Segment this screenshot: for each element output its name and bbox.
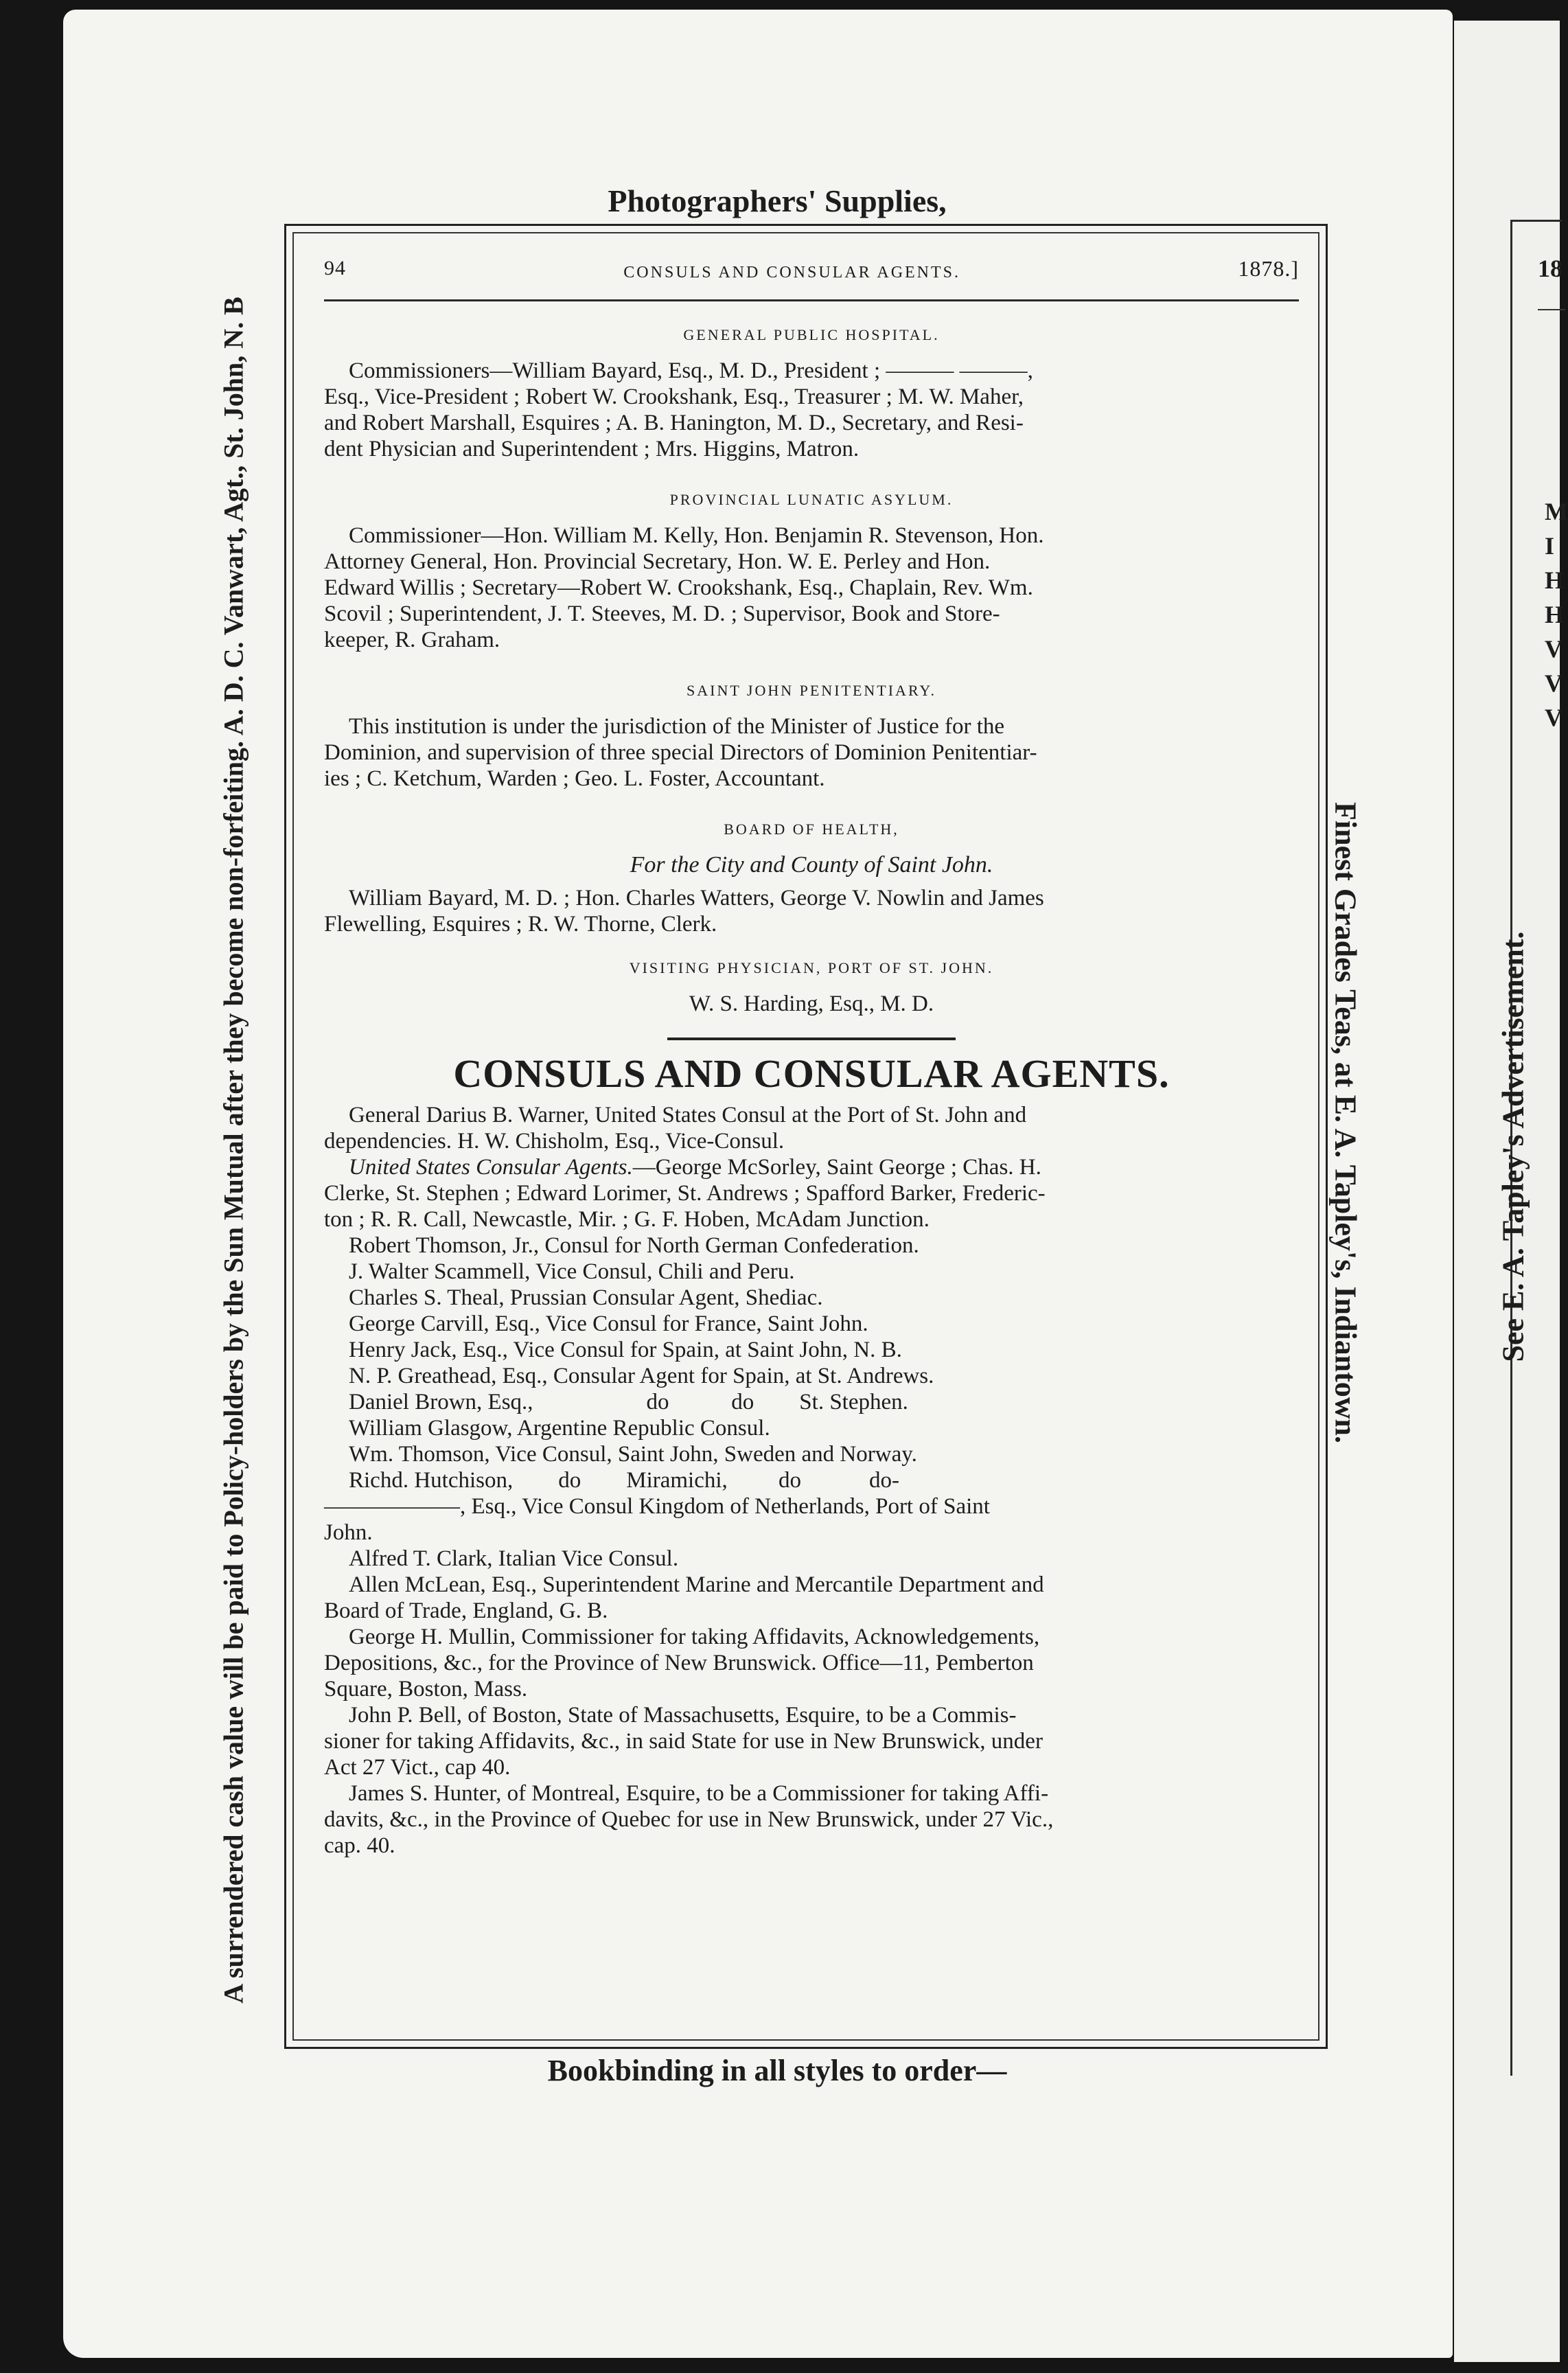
section-title-penitentiary: SAINT JOHN PENITENTIARY. — [687, 682, 936, 699]
list-line: ——————, Esq., Vice Consul Kingdom of Netherlands, Port of Saint — [324, 1494, 990, 1519]
list-line: Henry Jack, Esq., Vice Consul for Spain, at Saint John, N. B. — [349, 1338, 902, 1362]
page-content — [324, 255, 1299, 1859]
list-line: John. — [324, 1520, 373, 1545]
consuls-heading: CONSULS AND CONSULAR AGENTS. — [453, 1051, 1170, 1096]
text-line: Commissioners—William Bayard, Esq., M. D., President ; ——— ———, — [349, 358, 1033, 383]
list-line: George H. Mullin, Commissioner for taking Affidavits, Acknowledgements, — [349, 1625, 1040, 1649]
top-advertisement: Photographers' Supplies, — [608, 183, 947, 218]
list-line: Act 27 Vict., cap 40. — [324, 1755, 511, 1780]
consuls-list — [324, 1102, 1299, 1859]
text-line: Dominion, and supervision of three special Directors of Dominion Penitentiar- — [324, 740, 1037, 765]
list-line: cap. 40. — [324, 1833, 395, 1858]
list-line: Richd. Hutchison, do Miramichi, do do- — [349, 1468, 900, 1493]
running-title: CONSULS AND CONSULAR AGENTS. — [623, 264, 961, 282]
text-line: Commissioner—Hon. William M. Kelly, Hon. Benjamin R. Stevenson, Hon. — [349, 523, 1044, 548]
list-line: sioner for taking Affidavits, &c., in said State for use in New Brunswick, under — [324, 1729, 1043, 1754]
list-line: William Glasgow, Argentine Republic Consul. — [349, 1416, 770, 1441]
section-title-asylum: PROVINCIAL LUNATIC ASYLUM. — [669, 491, 954, 508]
text-line: dent Physician and Superintendent ; Mrs. Higgins, Matron. — [324, 437, 860, 461]
adjacent-page-rule — [1538, 309, 1565, 310]
text-line: Esq., Vice-President ; Robert W. Crookshank, Esq., Treasurer ; M. W. Maher, — [324, 385, 1024, 409]
penitentiary-text — [324, 713, 1299, 792]
text-line: Edward Willis ; Secretary—Robert W. Crookshank, Esq., Chaplain, Rev. Wm. — [324, 575, 1033, 600]
list-line: John P. Bell, of Boston, State of Massachusetts, Esquire, to be a Commis- — [349, 1703, 1017, 1728]
adjacent-margin-advertisement: See E. A. Tapley's Advertisement. — [1496, 931, 1530, 1362]
list-line: United States Consular Agents.—George McSorley, Saint George ; Chas. H. — [349, 1155, 1041, 1180]
list-line: Robert Thomson, Jr., Consul for North German Confederation. — [349, 1233, 919, 1258]
bottom-advertisement: Bookbinding in all styles to order— — [547, 2054, 1007, 2087]
section-title-health: BOARD OF HEALTH, — [724, 821, 899, 838]
text-line: and Robert Marshall, Esquires ; A. B. Hanington, M. D., Secretary, and Resi- — [324, 411, 1024, 435]
text-line: Flewelling, Esquires ; R. W. Thorne, Clerk. — [324, 912, 717, 937]
text-line: Attorney General, Hon. Provincial Secretary, Hon. W. E. Perley and Hon. — [324, 549, 991, 574]
hospital-text — [324, 358, 1299, 462]
list-line: Alfred T. Clark, Italian Vice Consul. — [349, 1546, 679, 1571]
list-line: J. Walter Scammell, Vice Consul, Chili and Peru. — [349, 1259, 795, 1284]
list-line: N. P. Greathead, Esq., Consular Agent for Spain, at St. Andrews. — [349, 1364, 934, 1388]
list-line: davits, &c., in the Province of Quebec for use in New Brunswick, under 27 Vic., — [324, 1807, 1054, 1832]
list-line: Clerke, St. Stephen ; Edward Lorimer, St. Andrews ; Spafford Barker, Frederic- — [324, 1181, 1046, 1206]
list-line: Depositions, &c., for the Province of New Brunswick. Office—11, Pemberton — [324, 1651, 1034, 1675]
text-line: Scovil ; Superintendent, J. T. Steeves, M. D. ; Supervisor, Book and Store- — [324, 601, 1000, 626]
list-line: James S. Hunter, of Montreal, Esquire, to be a Commissioner for taking Affi- — [349, 1781, 1049, 1806]
list-line: George Carvill, Esq., Vice Consul for France, Saint John. — [349, 1311, 868, 1336]
section-subtitle-health: For the City and County of Saint John. — [630, 852, 993, 878]
list-line: Board of Trade, England, G. B. — [324, 1598, 608, 1623]
right-margin-advertisement: Finest Grades Teas, at E. A. Tapley's, Indiantown. — [1328, 801, 1363, 1444]
text-line: William Bayard, M. D. ; Hon. Charles Watters, George V. Nowlin and James — [349, 886, 1044, 910]
adjacent-page-header: 18 — [1538, 255, 1563, 282]
health-text — [324, 885, 1299, 937]
asylum-text — [324, 523, 1299, 653]
text-line: keeper, R. Graham. — [324, 628, 500, 652]
section-divider — [667, 1038, 956, 1040]
list-line: Square, Boston, Mass. — [324, 1677, 528, 1701]
list-line: dependencies. H. W. Chisholm, Esq., Vice-Consul. — [324, 1129, 785, 1154]
section-title-hospital: GENERAL PUBLIC HOSPITAL. — [683, 326, 940, 343]
list-line: Allen McLean, Esq., Superintendent Marine and Mercantile Department and — [349, 1572, 1044, 1597]
page-number: 94 — [324, 257, 346, 279]
left-margin-advertisement: A surrendered cash value will be paid to Policy-holders by the Sun Mutual after they become non-forfeiting. A. D. C. Vanwart, Agt., St. John, N. B — [218, 297, 249, 2004]
header-rule — [324, 299, 1299, 301]
list-line: Charles S. Theal, Prussian Consular Agent, Shediac. — [349, 1285, 823, 1310]
list-line: Wm. Thomson, Vice Consul, Saint John, Sweden and Norway. — [349, 1442, 917, 1467]
list-line: General Darius B. Warner, United States Consul at the Port of St. John and — [349, 1103, 1027, 1127]
adjacent-page-letters: M I H H V V V — [1545, 498, 1568, 731]
physician-name: W. S. Harding, Esq., M. D. — [689, 991, 934, 1016]
text-line: ies ; C. Ketchum, Warden ; Geo. L. Foster, Accountant. — [324, 766, 825, 791]
section-title-physician: VISITING PHYSICIAN, PORT OF ST. JOHN. — [629, 959, 994, 976]
running-header — [324, 255, 1299, 286]
list-line: ton ; R. R. Call, Newcastle, Mir. ; G. F. Hoben, McAdam Junction. — [324, 1207, 930, 1232]
list-line: Daniel Brown, Esq., do do St. Stephen. — [349, 1390, 908, 1414]
text-line: This institution is under the jurisdiction of the Minister of Justice for the — [349, 714, 1005, 739]
header-year: 1878.] — [1238, 256, 1299, 281]
